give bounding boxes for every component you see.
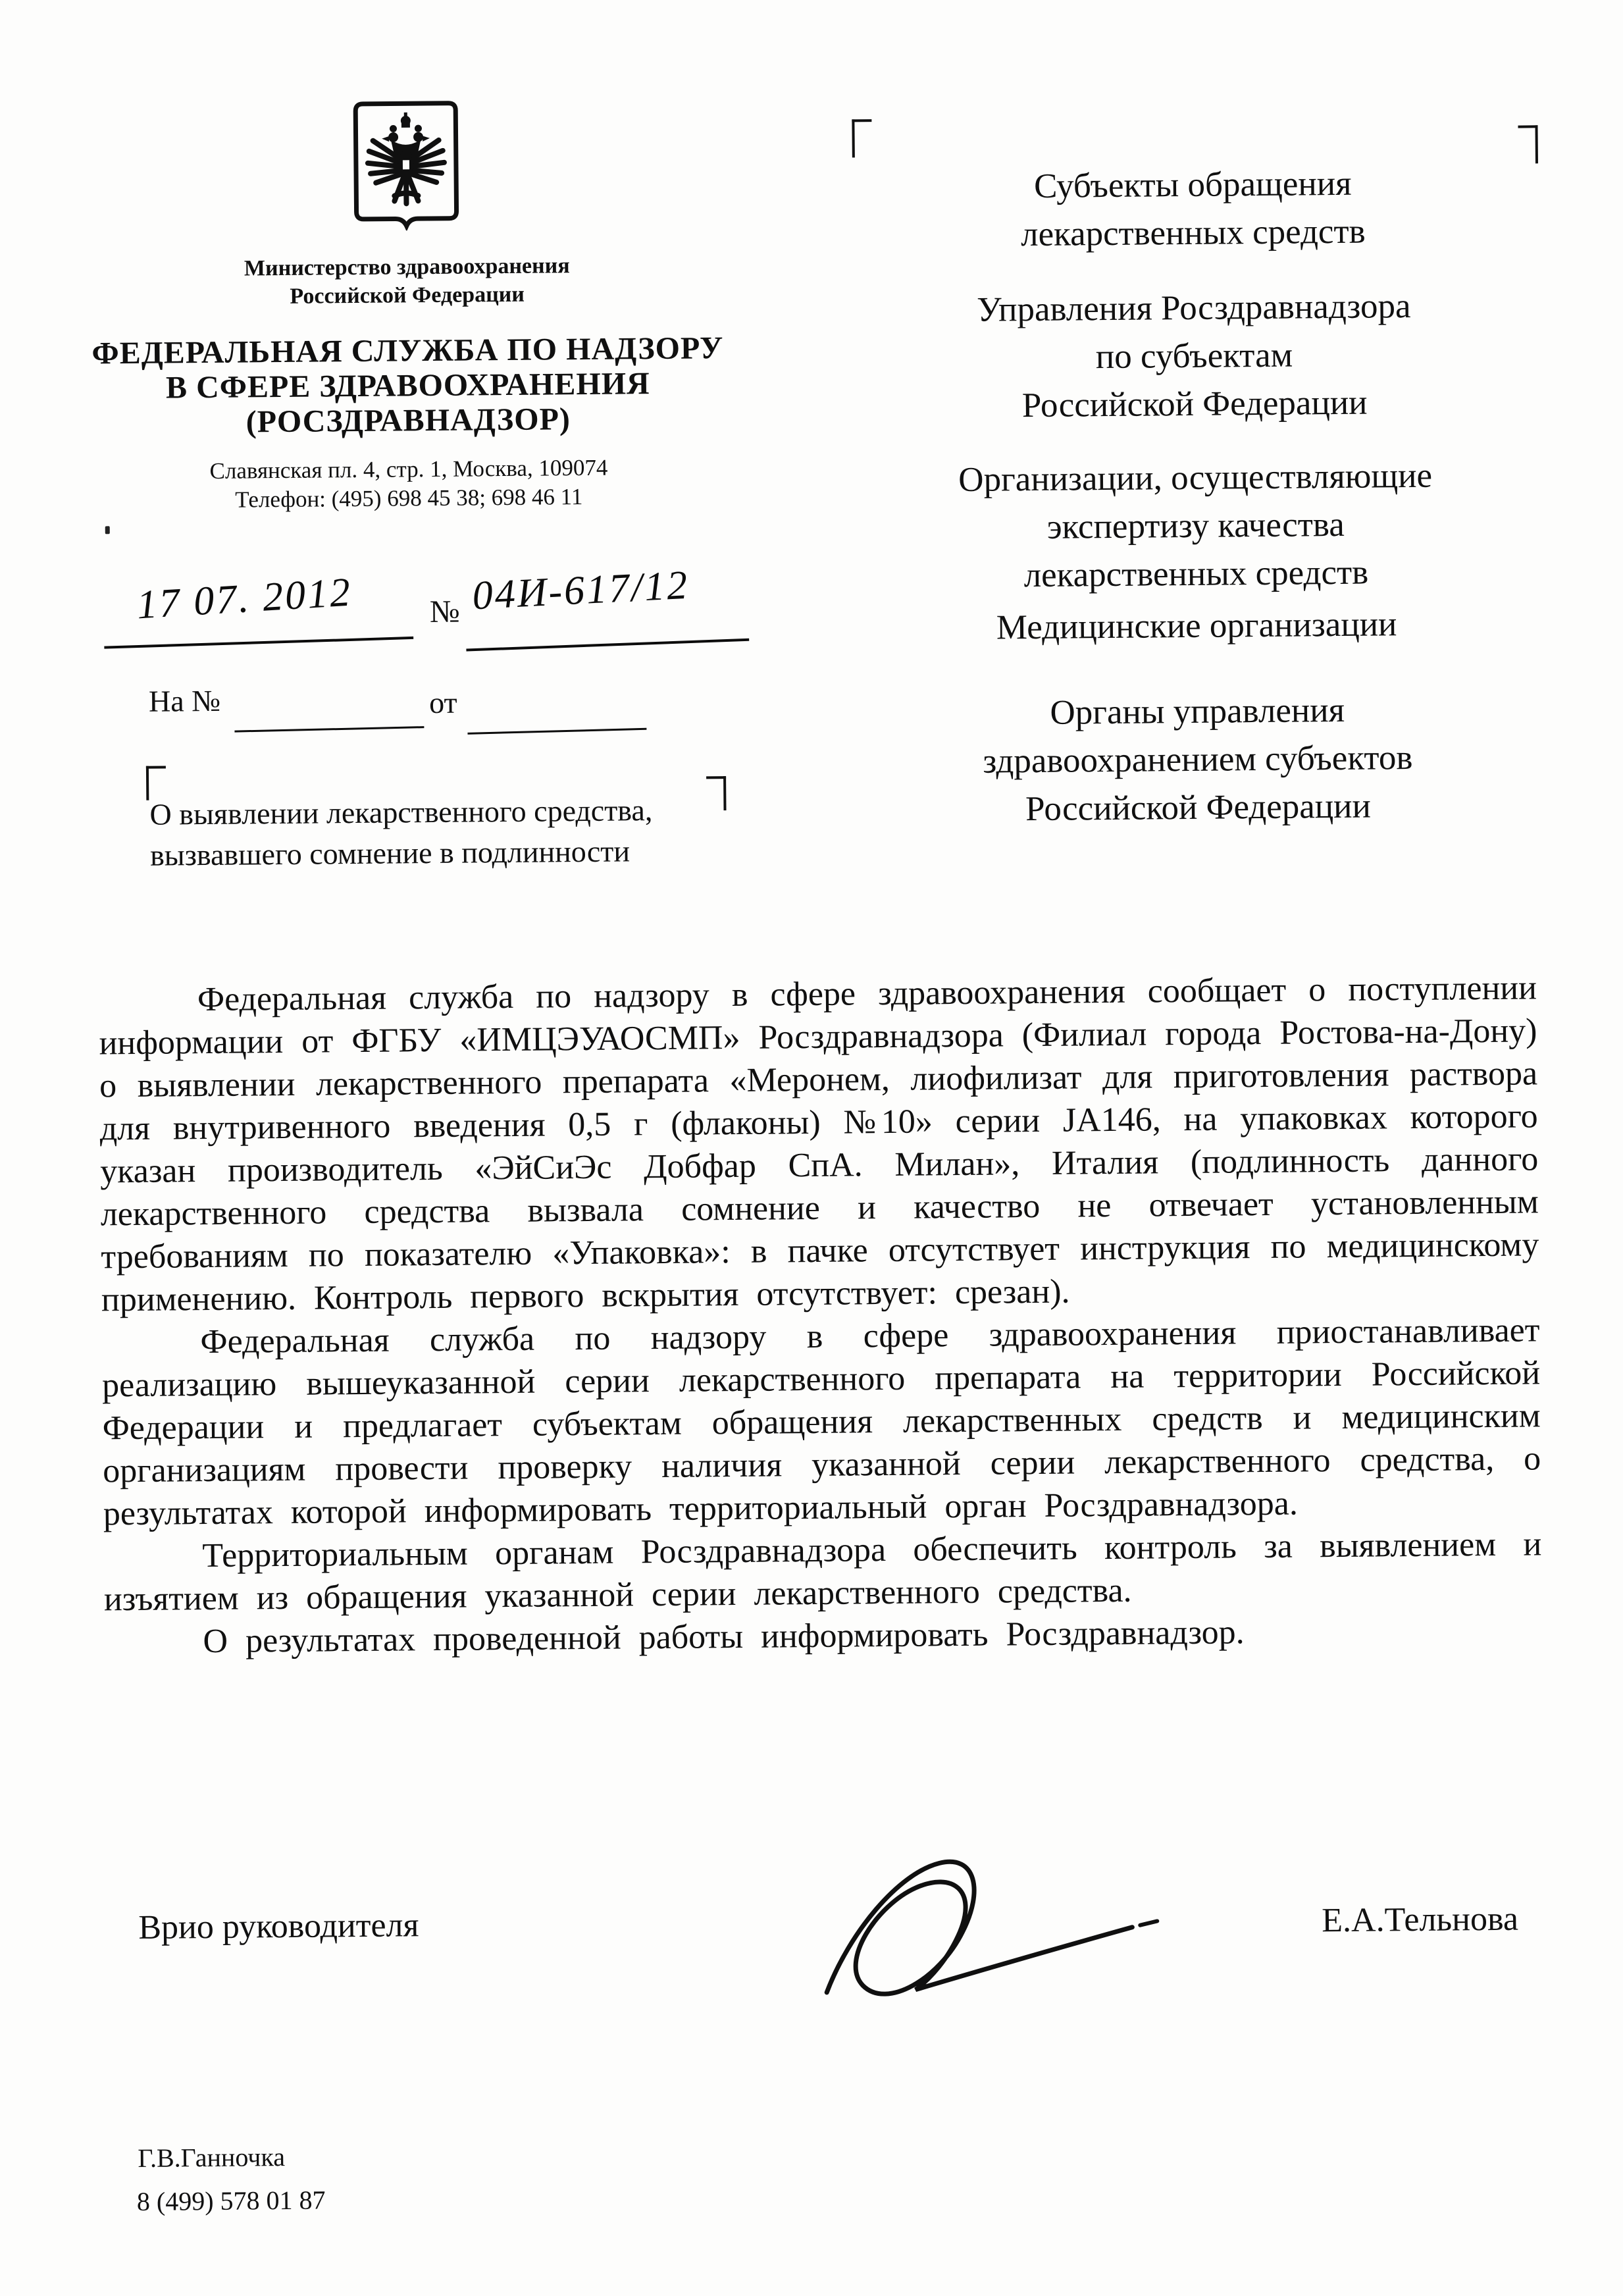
reply-from-underline xyxy=(467,728,646,735)
coat-of-arms-icon xyxy=(353,101,459,231)
recipients-block xyxy=(842,0,1548,921)
number-sign-label: № xyxy=(429,594,460,630)
outgoing-date-handwritten: 17 07. 2012 xyxy=(135,569,353,628)
recipient-item: Медицинские организации xyxy=(996,605,1397,647)
body-paragraph: Территориальным органам Росздравнадзора обеспечить контроль за выявлением и изъятием из обращения указанной серии лекарственного средства. xyxy=(103,1525,1542,1619)
reply-no-underline xyxy=(234,726,424,733)
signature-scribble-icon xyxy=(763,1848,1173,2055)
executor-phone: 8 (499) 578 01 87 xyxy=(136,2185,326,2217)
date-underline xyxy=(104,637,413,649)
scan-speck xyxy=(105,526,110,534)
signer-name: Е.А.Тельнова xyxy=(1322,1900,1519,1940)
signer-title: Врио руководителя xyxy=(138,1906,419,1946)
recipient-item: Управления Росздравнадзора по субъектам Российской Федерации xyxy=(976,287,1411,425)
reply-reference-row xyxy=(95,674,688,745)
reply-from-label: от xyxy=(428,685,457,720)
ministry-name: Министерство здравоохранения Российской Федерации xyxy=(244,253,570,309)
subject-text: О выявлении лекарственного средства, вызвавшего сомнение в подлинности xyxy=(149,793,653,872)
reply-no-label: На № xyxy=(148,683,221,718)
number-underline xyxy=(466,639,749,652)
body-paragraph: О результатах проведенной работы информировать Росздравнадзор. xyxy=(203,1613,1245,1661)
service-address: Славянская пл. 4, стр. 1, Москва, 109074 xyxy=(209,454,608,484)
reference-row xyxy=(93,563,779,681)
outgoing-number-handwritten: 04И-617/12 xyxy=(471,562,690,619)
recipient-item: Субъекты обращения лекарственных средств xyxy=(1020,164,1366,254)
letterhead xyxy=(90,98,725,515)
service-phone: Телефон: (495) 698 45 38; 698 46 11 xyxy=(235,483,583,513)
service-name: ФЕДЕРАЛЬНАЯ СЛУЖБА ПО НАДЗОРУ В СФЕРЕ ЗДРАВООХРАНЕНИЯ (РОСЗДРАВНАДЗОР) xyxy=(91,330,724,440)
body-paragraph: Федеральная служба по надзору в сфере здравоохранения сообщает о поступлении информации от ФГБУ «ИМЦЭУАОСМП» Росздравнадзора (Филиал города Ростова-на-Дону) о выявлении лекарственного препарата «Меронем, лиофилизат для приготовления раствора для внутривенного введения 0,5 г (флаконы) №10» серии JA146, на упаковках которого указан производитель «ЭйСиЭс Добфар СпА. Милан», Италия (подлинность данного лекарственного средства вызвала сомнение и качество не отвечает установленным требованиям по показателю «Упаковка»: в пачке отсутствует инструкция по медицинскому применению. Контроль первого вскрытия отсутствует: срезан). xyxy=(99,969,1539,1319)
executor-name: Г.В.Ганночка xyxy=(138,2142,286,2173)
body-paragraph: Федеральная служба по надзору в сфере здравоохранения приостанавливает реализацию вышеуказанной серии лекарственного препарата на территории Российской Федерации и предлагает субъектам обращения лекарственных средств и медицинским организациям провести проверку наличия указанной серии лекарственного средства, о результатах которой информировать территориальный орган Росздравнадзора. xyxy=(101,1311,1541,1533)
recipient-item: Органы управления здравоохранением субъектов Российской Федерации xyxy=(983,691,1413,829)
body-text xyxy=(99,966,1543,1663)
recipient-item: Организации, осуществляющие экспертизу качества лекарственных средств xyxy=(958,456,1433,595)
